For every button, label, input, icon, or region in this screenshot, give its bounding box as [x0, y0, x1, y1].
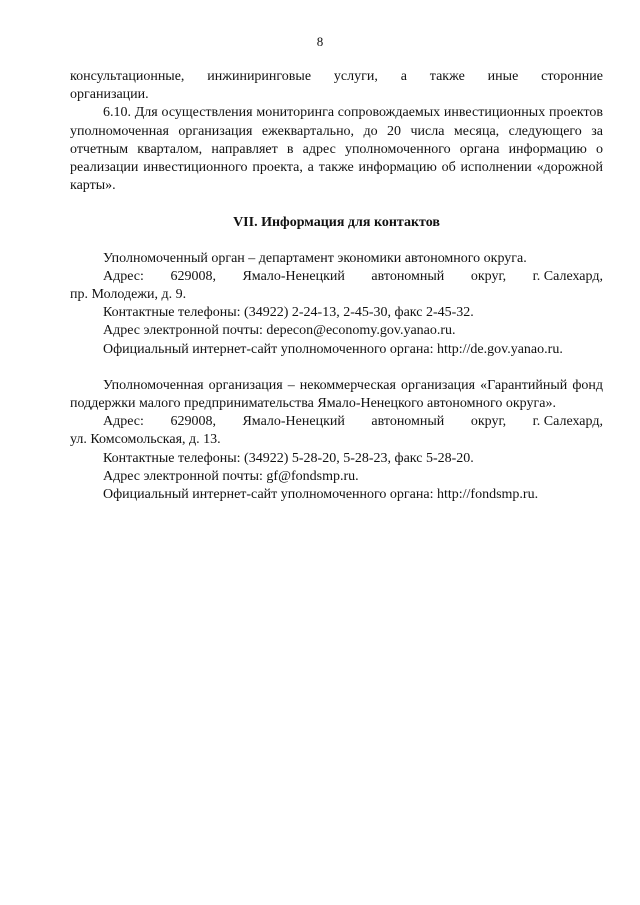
organization-address-word: округ,	[470, 414, 507, 430]
organization-website: Официальный интернет-сайт уполномоченного органа: http://fondsmp.ru.	[103, 487, 539, 503]
organization-email: Адрес электронной почты: gf@fondsmp.ru.	[103, 468, 359, 484]
document-body	[70, 68, 603, 504]
organ-website: Официальный интернет-сайт уполномоченного органа: http://de.gov.yanao.ru.	[103, 341, 563, 357]
organ-address-word: 629008,	[170, 268, 216, 284]
organization-address-line	[70, 413, 603, 431]
organ-phones: Контактные телефоны: (34922) 2-24-13, 2-45-30, факс 2-45-32.	[103, 305, 474, 321]
organization-phones: Контактные телефоны: (34922) 5-28-20, 5-28-23, факс 5-28-20.	[103, 450, 474, 466]
organization-address-word: 629008,	[170, 414, 216, 430]
organ-address-word: автономный	[371, 268, 445, 284]
organ-address-continuation: пр. Молодежи, д. 9.	[70, 287, 187, 303]
organization-address-word: г. Салехард,	[532, 414, 603, 430]
organization-address-continuation: ул. Комсомольская, д. 13.	[70, 432, 221, 448]
organ-address-word: Ямало-Ненецкий	[242, 268, 345, 284]
page-number: 8	[316, 34, 324, 49]
paragraph-6-10: 6.10. Для осуществления мониторинга сопровождаемых инвестиционных проектов уполномоченная организация ежеквартально, до 20 числа месяца, следующего за отчетным кварталом, направляет в адрес уполномоченного органа информацию о реализации инвестиционного проекта, а также информацию об исполнении «дорожной карты».	[70, 105, 603, 194]
organization-address-word: Ямало-Ненецкий	[242, 414, 345, 430]
section6-continuation-line: консультационные, инжиниринговые услуги, а также иные сторонние	[70, 69, 603, 84]
organ-address-line	[70, 268, 603, 286]
organ-address-word: округ,	[470, 268, 507, 284]
organ-address-word: Адрес:	[103, 268, 144, 284]
organ-address-word: г. Салехард,	[532, 268, 603, 284]
organ-title: Уполномоченный орган – департамент экономики автономного округа.	[103, 250, 527, 266]
spacer	[70, 359, 603, 377]
organization-address-word: Адрес:	[103, 414, 144, 430]
organization-address-word: автономный	[371, 414, 445, 430]
section6-continuation-end: организации.	[70, 87, 149, 103]
section-heading-contacts: VII. Информация для контактов	[233, 215, 440, 231]
organization-title: Уполномоченная организация – некоммерческая организация «Гарантийный фонд поддержки малого предпринимательства Ямало-Ненецкого автономного округа».	[70, 377, 603, 412]
organ-email: Адрес электронной почты: depecon@economy.gov.yanao.ru.	[103, 323, 456, 339]
